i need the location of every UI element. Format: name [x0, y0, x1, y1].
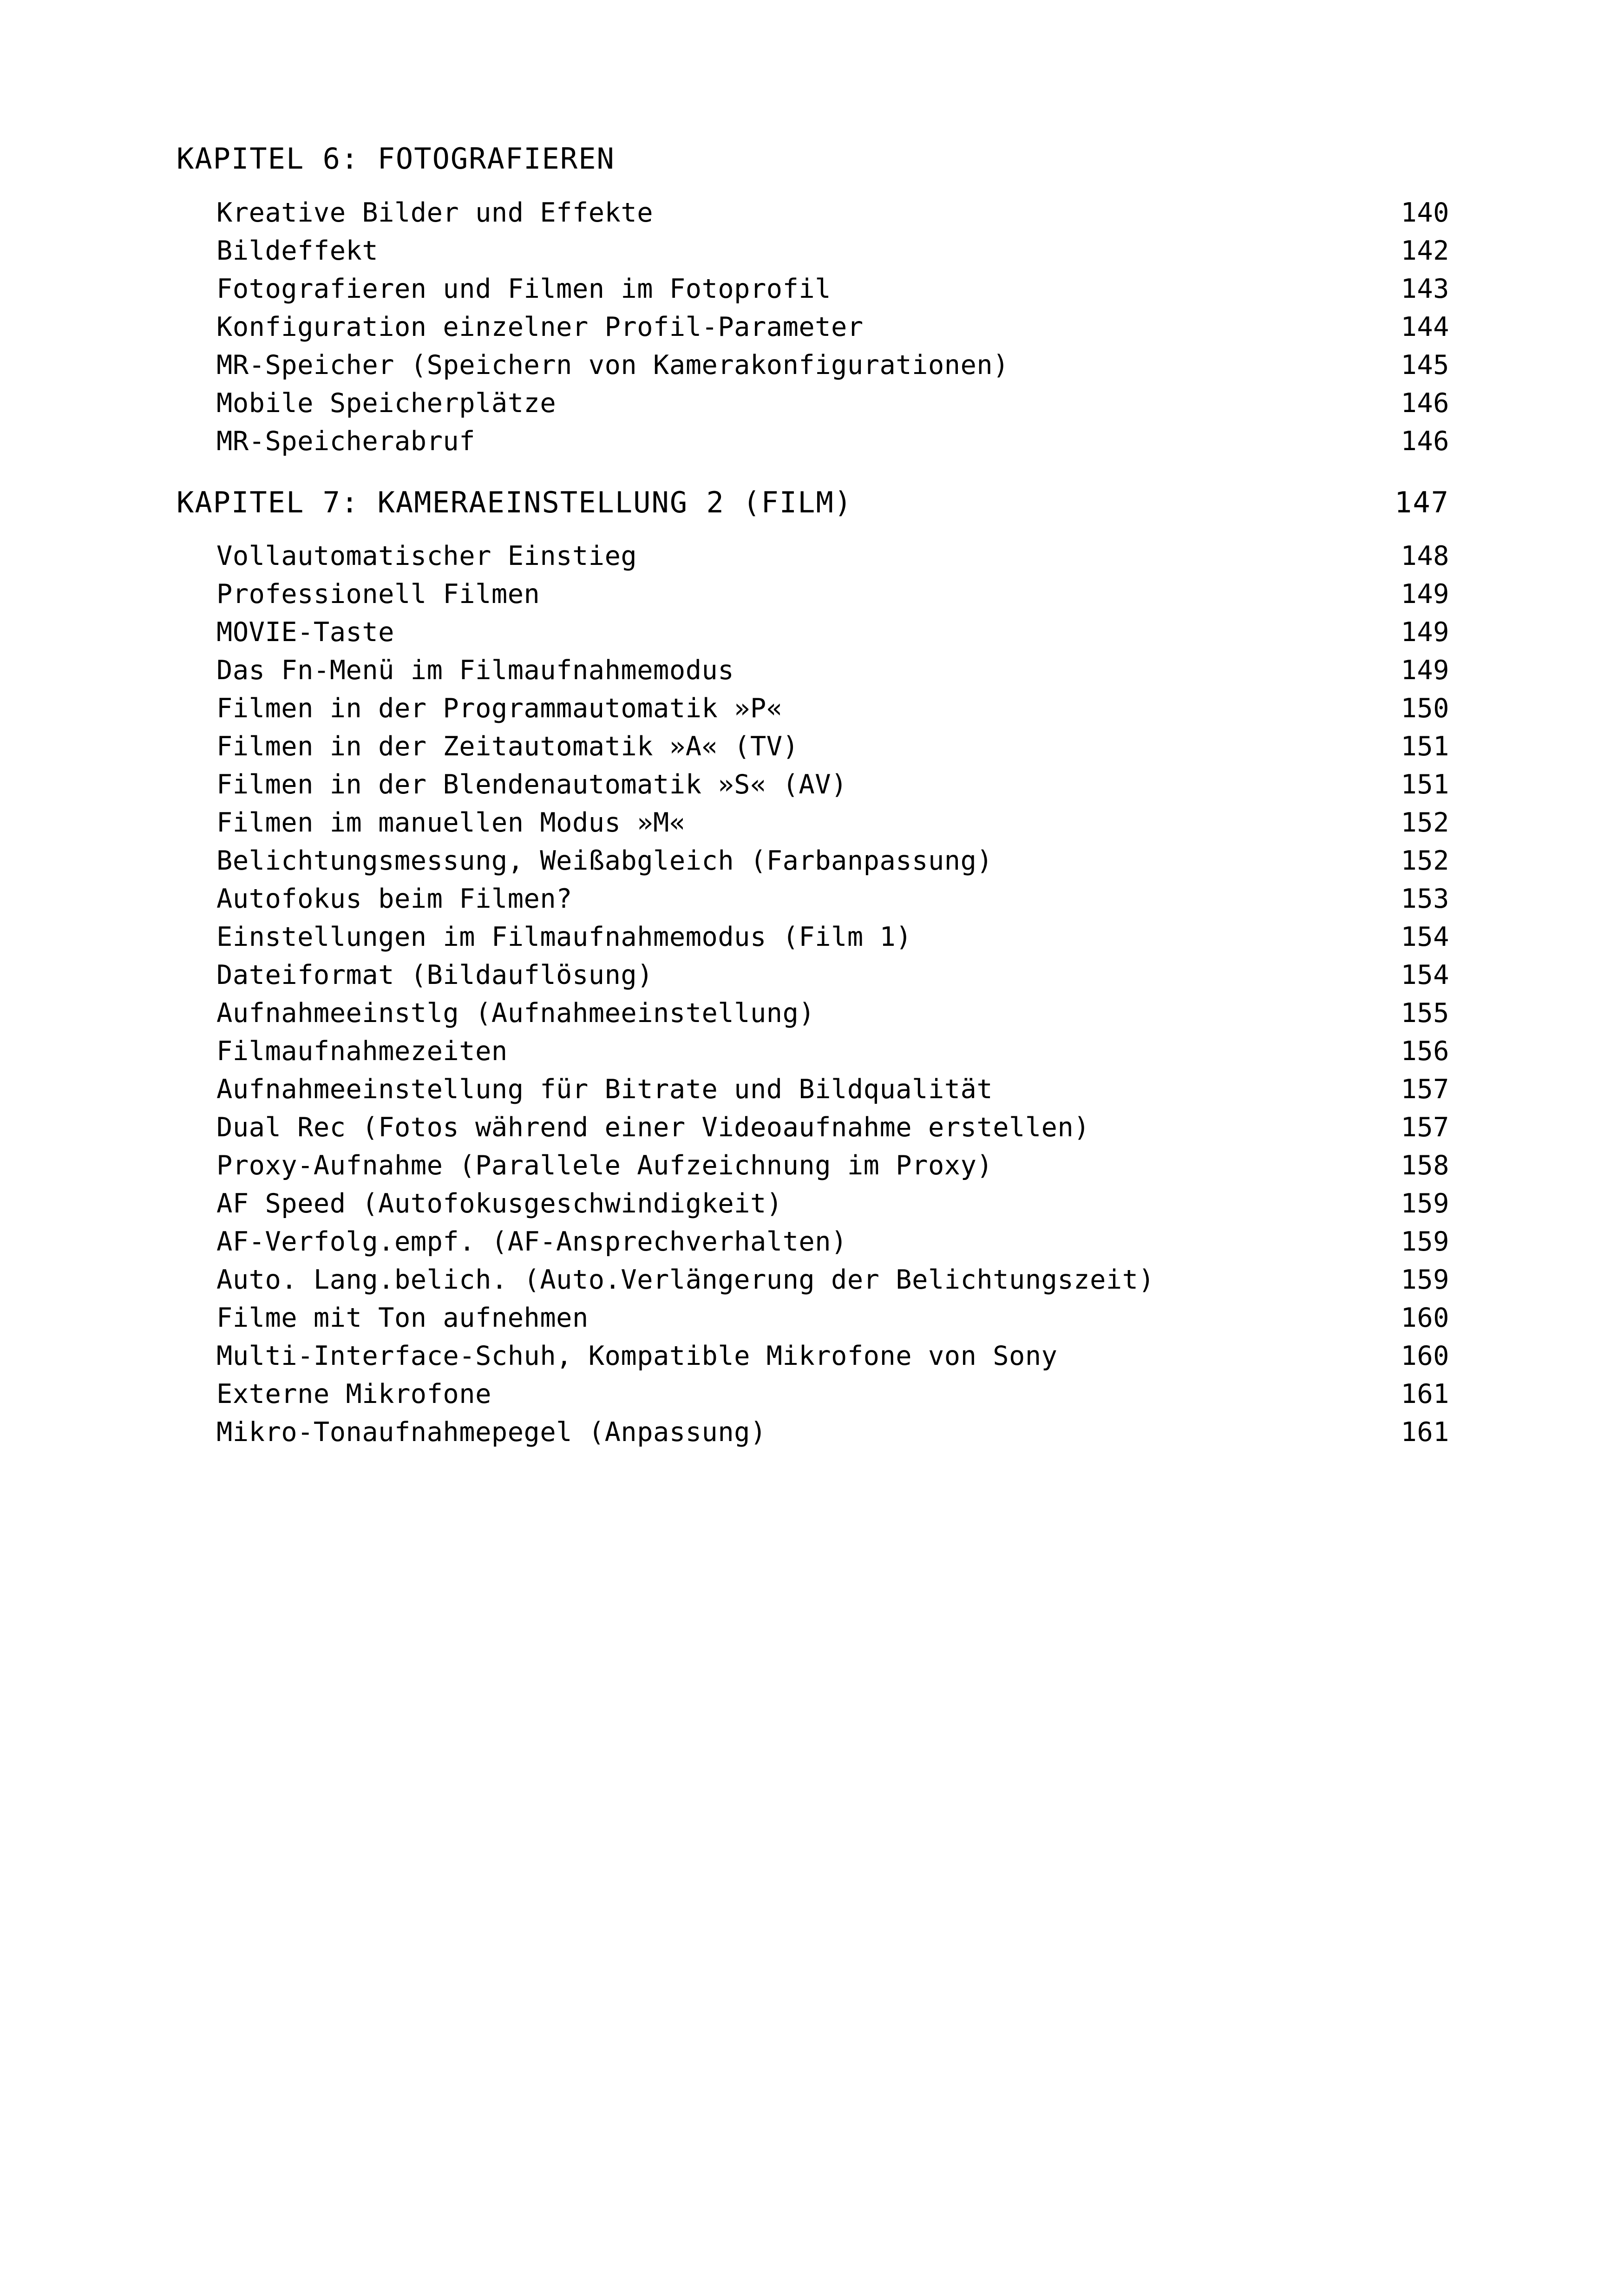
spacer: [177, 466, 1449, 483]
toc-entry-title: Filmen im manuellen Modus »M«: [216, 807, 686, 839]
toc-entry-page: 160: [1401, 1303, 1449, 1334]
toc-entry[interactable]: [177, 769, 1449, 800]
toc-entry[interactable]: [177, 1264, 1449, 1296]
toc-entry[interactable]: [177, 845, 1449, 877]
toc-entry-page: 143: [1401, 273, 1449, 304]
toc-entry-title: Filmen in der Blendenautomatik »S« (AV): [216, 769, 847, 800]
toc-entry-title: Bildeffekt: [216, 235, 379, 266]
toc-entry[interactable]: [177, 1303, 1449, 1334]
toc-entry-title: Filme mit Ton aufnehmen: [216, 1303, 589, 1334]
toc-entry-title: Fotografieren und Filmen im Fotoprofil: [216, 273, 832, 304]
toc-entry-page: 149: [1401, 579, 1449, 610]
toc-entry-title: Dateiformat (Bildauflösung): [216, 960, 654, 991]
toc-entry[interactable]: [177, 1381, 1449, 1408]
toc-entry[interactable]: [177, 695, 1449, 722]
toc-entry-page: 152: [1401, 807, 1449, 839]
toc-entry-page: 161: [1401, 1417, 1449, 1448]
toc-entry-page: 157: [1401, 1112, 1449, 1143]
toc-entry-title: Vollautomatischer Einstieg: [216, 541, 637, 572]
toc-entry[interactable]: [177, 197, 1449, 228]
toc-entry-page: 152: [1401, 845, 1449, 877]
toc-entry-title: AF Speed (Autofokusgeschwindigkeit): [216, 1188, 783, 1219]
toc-entry-page: 158: [1401, 1150, 1449, 1181]
toc-entry-page: 145: [1401, 349, 1449, 380]
toc-entry[interactable]: [177, 311, 1449, 342]
toc-entry[interactable]: [177, 1419, 1449, 1446]
toc-entry[interactable]: [177, 349, 1449, 380]
chapter-heading: [177, 139, 1449, 178]
toc-entry-title: Aufnahmeeinstellung für Bitrate und Bildqualität: [216, 1074, 993, 1105]
toc-entry-title: Auto. Lang.belich. (Auto.Verlängerung der Belichtungszeit): [216, 1264, 1155, 1296]
toc-entry[interactable]: [177, 235, 1449, 266]
toc-entry-title: MR-Speicherabruf: [216, 426, 476, 457]
toc-entry[interactable]: [177, 428, 1449, 455]
toc-entry-page: 159: [1401, 1226, 1449, 1258]
toc-entry-title: Belichtungsmessung, Weißabgleich (Farbanpassung): [216, 845, 993, 877]
toc-entry-title: Kreative Bilder und Effekte: [216, 197, 654, 228]
toc-entry[interactable]: [177, 1038, 1449, 1065]
toc-entry-title: Das Fn-Menü im Filmaufnahmemodus: [216, 655, 734, 686]
toc-entry-title: Autofokus beim Filmen?: [216, 884, 572, 915]
toc-entry-page: 159: [1401, 1188, 1449, 1219]
toc-entry-page: 144: [1401, 311, 1449, 342]
toc-entry-page: 142: [1401, 235, 1449, 266]
chapter-heading-title: KAPITEL 7: KAMERAEINSTELLUNG 2 (FILM): [177, 485, 853, 519]
toc-entry-title: Proxy-Aufnahme (Parallele Aufzeichnung im Proxy): [216, 1150, 993, 1181]
toc-entry[interactable]: [177, 1188, 1449, 1219]
toc-entry-page: 154: [1401, 960, 1449, 991]
toc-entry-page: 151: [1401, 769, 1449, 800]
toc-entry[interactable]: [177, 1341, 1449, 1372]
toc-entry[interactable]: [177, 1114, 1449, 1141]
toc-entry-title: Filmaufnahmezeiten: [216, 1036, 508, 1067]
toc-entry[interactable]: [177, 1076, 1449, 1103]
toc-entry-page: 151: [1401, 731, 1449, 762]
toc-entry[interactable]: [177, 884, 1449, 915]
toc-entry-page: 146: [1401, 387, 1449, 419]
toc-entry-title: MOVIE-Taste: [216, 617, 394, 648]
toc-entry-page: 140: [1401, 197, 1449, 228]
toc-entry[interactable]: [177, 581, 1449, 608]
chapter-heading-title: KAPITEL 6: FOTOGRAFIEREN: [177, 142, 615, 176]
toc-entry[interactable]: [177, 1000, 1449, 1027]
toc-entry[interactable]: [177, 1226, 1449, 1258]
toc-entry-title: Professionell Filmen: [216, 579, 540, 610]
table-of-contents: [177, 139, 1449, 1446]
toc-entry-title: Aufnahmeeinstlg (Aufnahmeeinstellung): [216, 998, 815, 1029]
toc-entry[interactable]: [177, 619, 1449, 646]
toc-entry-title: AF-Verfolg.empf. (AF-Ansprechverhalten): [216, 1226, 847, 1258]
toc-entry-page: 161: [1401, 1379, 1449, 1410]
toc-entry-page: 149: [1401, 617, 1449, 648]
toc-entry-title: Konfiguration einzelner Profil-Parameter: [216, 311, 864, 342]
toc-entry[interactable]: [177, 807, 1449, 839]
toc-entry[interactable]: [177, 387, 1449, 419]
toc-entry-page: 155: [1401, 998, 1449, 1029]
toc-entry-title: Mikro-Tonaufnahmepegel (Anpassung): [216, 1417, 766, 1448]
toc-entry-page: 159: [1401, 1264, 1449, 1296]
toc-entry[interactable]: [177, 543, 1449, 570]
toc-entry-page: 150: [1401, 693, 1449, 724]
toc-entry-page: 149: [1401, 655, 1449, 686]
toc-entry-page: 156: [1401, 1036, 1449, 1067]
toc-entry-title: Mobile Speicherplätze: [216, 387, 557, 419]
toc-entry-page: 157: [1401, 1074, 1449, 1105]
toc-entry-page: 154: [1401, 922, 1449, 953]
toc-entry[interactable]: [177, 657, 1449, 684]
toc-entry-title: Externe Mikrofone: [216, 1379, 491, 1410]
toc-entry-title: MR-Speicher (Speichern von Kamerakonfigurationen): [216, 349, 1009, 380]
toc-entry-title: Filmen in der Programmautomatik »P«: [216, 693, 783, 724]
toc-entry-page: 148: [1401, 541, 1449, 572]
toc-entry[interactable]: [177, 731, 1449, 762]
toc-entry[interactable]: [177, 922, 1449, 953]
toc-entry[interactable]: [177, 1150, 1449, 1181]
toc-entry[interactable]: [177, 273, 1449, 304]
toc-entry-page: 153: [1401, 884, 1449, 915]
toc-entry-title: Einstellungen im Filmaufnahmemodus (Film 1): [216, 922, 912, 953]
chapter-heading: [177, 483, 1449, 522]
chapter-heading-page: 147: [1395, 485, 1449, 519]
toc-entry-page: 160: [1401, 1341, 1449, 1372]
toc-entry-title: Filmen in der Zeitautomatik »A« (TV): [216, 731, 799, 762]
toc-entry-title: Dual Rec (Fotos während einer Videoaufnahme erstellen): [216, 1112, 1090, 1143]
toc-entry[interactable]: [177, 962, 1449, 989]
toc-entry-page: 146: [1401, 426, 1449, 457]
toc-entry-title: Multi-Interface-Schuh, Kompatible Mikrofone von Sony: [216, 1341, 1058, 1372]
